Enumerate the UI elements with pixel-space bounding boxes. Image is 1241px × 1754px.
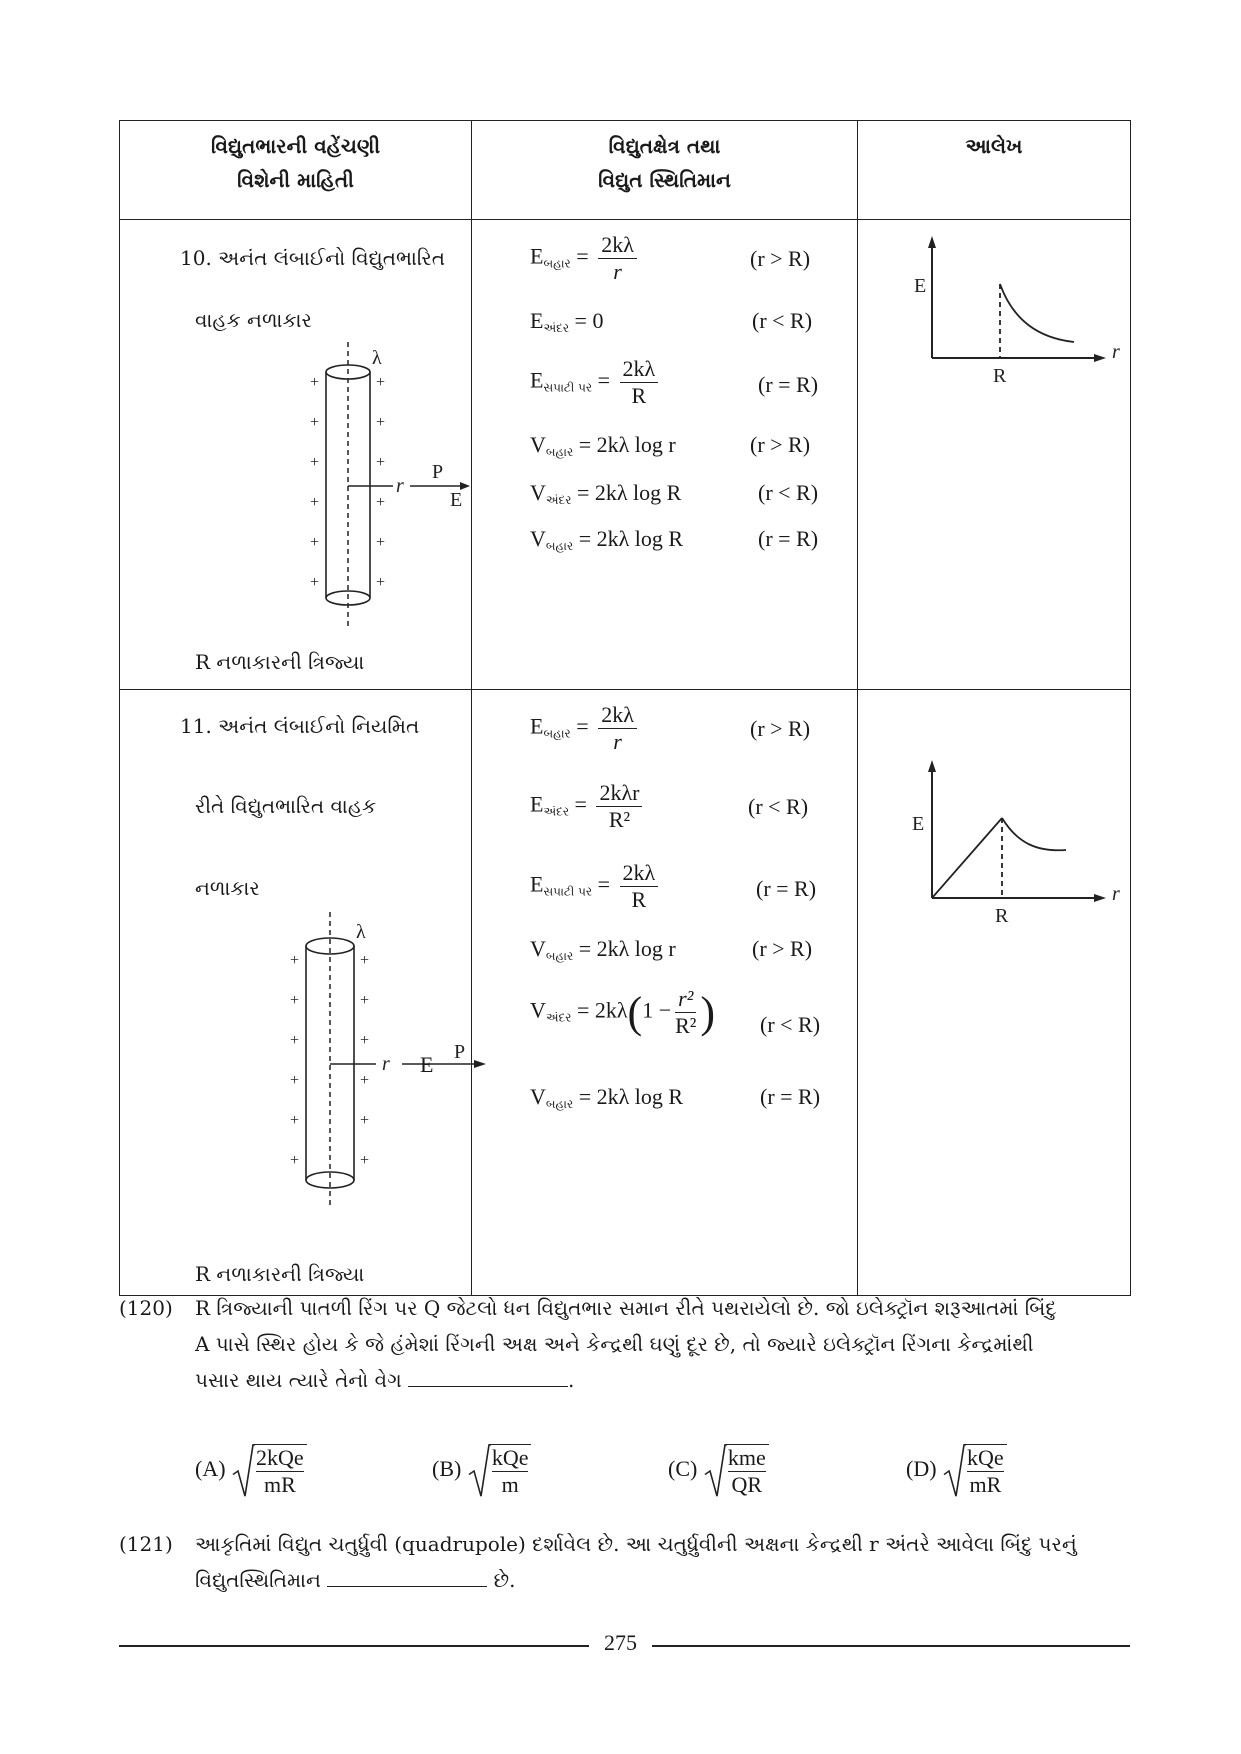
footer-rule-left (119, 1645, 589, 1647)
row10-graph-cell (858, 220, 1131, 690)
svg-text:+: + (310, 414, 320, 431)
q121-number: (121) (119, 1532, 173, 1556)
equation: $E_{અંદર} = 0$ (530, 308, 604, 335)
svg-text:+: + (290, 992, 300, 1009)
svg-text:+: + (310, 494, 320, 511)
graph-x-label: r (1112, 341, 1120, 363)
graph-mark-label: R (993, 365, 1007, 387)
svg-text:+: + (310, 534, 320, 551)
svg-text:+: + (360, 1032, 370, 1049)
svg-text:+: + (376, 454, 386, 471)
svg-text:+: + (290, 1072, 300, 1089)
p-label: P (454, 1041, 466, 1063)
row10-description-cell (120, 220, 472, 690)
svg-text:+: + (376, 414, 386, 431)
condition: (r < R) (748, 794, 809, 819)
option-b: (B) kQe m (432, 1444, 531, 1498)
header-charge-distribution: વિદ્યુતભારની વહેંચણી વિશેની માહિતી (120, 121, 472, 220)
graph-mark-label: R (995, 905, 1009, 927)
equation: $E_{બહાર}$ = $\frac{2k\lambda}{r}$ (530, 702, 641, 755)
q120-number: (120) (119, 1296, 173, 1320)
svg-text:+: + (360, 992, 370, 1009)
row10-graph (888, 230, 1128, 390)
condition: (r < R) (760, 1012, 821, 1037)
row11-line3: નળાકાર (195, 876, 260, 900)
row11-graph-cell (858, 690, 1131, 1296)
row11-description-cell (120, 690, 472, 1296)
page-number: 275 (604, 1630, 637, 1655)
svg-text:+: + (310, 374, 320, 391)
answer-blank (327, 1566, 487, 1587)
equation: $V_{બહાર} = 2k\lambda$ log R (530, 526, 684, 553)
equation: $E_{સપાટી પર}$ = $\frac{2k\lambda}{R}$ (530, 356, 662, 409)
condition: (r > R) (750, 716, 811, 741)
q120-text: R ત્રિજ્યાની પાતળી રિંગ પર Q જેટલો ધન વિદ્યુતભાર સમાન રીતે પથરાયેલો છે. જો ઇલેક્ટ્રૉન શરૂઆતમાં બિંદુ A પાસે સ્થિર હોય કે જે હંમેશાં રિંગની અક્ષ અને કેન્દ્રથી ઘણું દૂર છે, તો જ્યારે ઇલેક્ટ્રૉન રિંગના કેન્દ્રમાંથી પસાર થાય ત્યારે તેનો વેગ . (195, 1296, 1057, 1392)
lambda-label: λ (356, 921, 366, 943)
svg-text:+: + (290, 952, 300, 969)
svg-text:+: + (360, 1072, 370, 1089)
header-field-potential: વિદ્યુતક્ષેત્ર તથા વિદ્યુત સ્થિતિમાન (472, 121, 858, 220)
e-label: E (450, 489, 463, 511)
condition: (r < R) (752, 308, 813, 333)
condition: (r = R) (756, 876, 817, 901)
r-label: r (382, 1053, 390, 1075)
row11-graph (888, 754, 1128, 934)
svg-text:+: + (310, 454, 320, 471)
e-label: E (420, 1052, 434, 1077)
equation: $V_{બહાર} = 2k\lambda$ log R (530, 1084, 684, 1111)
svg-text:+: + (310, 574, 320, 591)
row11-caption: R નળાકારની ત્રિજ્યા (195, 1262, 365, 1286)
svg-text:+: + (290, 1032, 300, 1049)
equation: $V_{બહાર} = 2k\lambda$ log r (530, 936, 676, 963)
svg-text:+: + (360, 1112, 370, 1129)
p-label: P (432, 461, 444, 483)
svg-text:+: + (290, 1152, 300, 1169)
row10-title: 10. અનંત લંબાઈનો વિદ્યુતભારિત (180, 246, 445, 270)
equation: $V_{અંદર} = 2k\lambda$ log R (530, 480, 682, 507)
info-table (119, 120, 1131, 1296)
answer-blank (408, 1366, 568, 1387)
row11-title: 11. અનંત લંબાઈનો નિયમિત (180, 714, 420, 738)
svg-text:+: + (376, 574, 386, 591)
row11-line2: રીતે વિદ્યુતભારિત વાહક (195, 794, 377, 818)
option-d: (D) kQe mR (906, 1444, 1007, 1498)
svg-text:+: + (376, 374, 386, 391)
row10-line2: વાહક નળાકાર (195, 308, 312, 332)
condition: (r > R) (750, 246, 811, 271)
svg-text:+: + (376, 494, 386, 511)
q121-text: આકૃતિમાં વિદ્યુત ચતુર્ધ્રુવી (quadrupole) દર્શાવેલ છે. આ ચતુર્ધ્રુવીની અક્ષના કેન્દ્રથી r અંતરે આવેલા બિંદુ પરનું વિદ્યુતસ્થિતિમાન છે. (195, 1532, 1077, 1592)
graph-x-label: r (1112, 883, 1120, 905)
row10-cylinder-figure (200, 338, 463, 628)
equation: $E_{બહાર}$ = $\frac{2k\lambda}{r}$ (530, 232, 641, 285)
condition: (r = R) (760, 1084, 821, 1109)
row11-equations-cell (472, 690, 858, 1296)
condition: (r = R) (758, 372, 819, 397)
table-row (120, 220, 1131, 690)
table-row (120, 690, 1131, 1296)
graph-y-label: E (914, 275, 927, 297)
row10-caption: R નળાકારની ત્રિજ્યા (195, 650, 365, 674)
equation: $E_{સપાટી પર}$ = $\frac{2k\lambda}{R}$ (530, 860, 662, 913)
condition: (r < R) (758, 480, 819, 505)
equation: $E_{અંદર}$ = $\frac{\text{2kλr}}{\text{R²}}$ (530, 780, 646, 833)
r-label: r (396, 475, 404, 497)
option-a: (A) 2kQe mR (195, 1444, 307, 1498)
header-graph: આલેખ (858, 121, 1131, 220)
lambda-label: λ (372, 347, 382, 369)
table-header-row (120, 121, 1131, 220)
equation: $V_{અંદર} = 2k\lambda(1$ − $\frac{\text{r²}}{\text{R²}}$ ) (530, 986, 716, 1038)
svg-text:+: + (290, 1112, 300, 1129)
equation: $V_{બહાર} = 2k\lambda$ log r (530, 432, 676, 459)
svg-text:+: + (360, 952, 370, 969)
option-c: (C) kme QR (668, 1444, 769, 1498)
row10-equations-cell (472, 220, 858, 690)
svg-text:+: + (376, 534, 386, 551)
condition: (r > R) (750, 432, 811, 457)
condition: (r > R) (752, 936, 813, 961)
condition: (r = R) (758, 526, 819, 551)
footer-rule-right (652, 1645, 1130, 1647)
svg-text:+: + (360, 1152, 370, 1169)
graph-y-label: E (912, 813, 925, 835)
